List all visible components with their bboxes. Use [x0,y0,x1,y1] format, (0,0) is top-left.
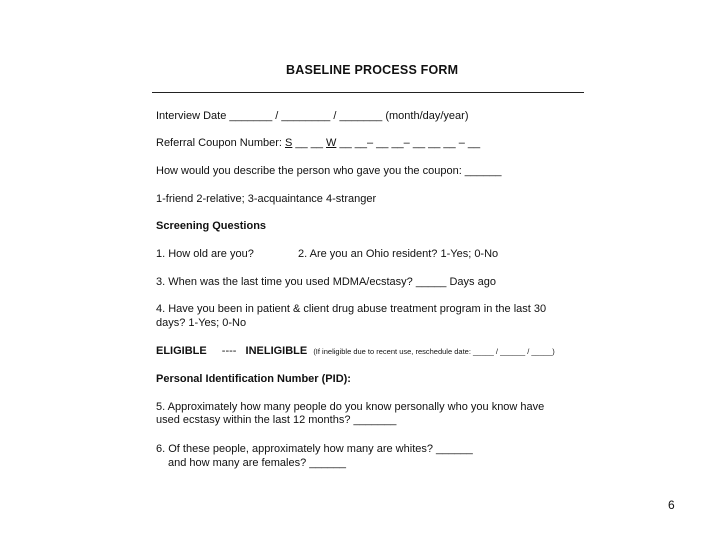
title-rule [152,92,584,93]
question-4-line-2: days? 1-Yes; 0-No [156,317,247,329]
eligibility-line [156,345,555,358]
referral-coupon-line [156,137,480,150]
page-number: 6 [668,498,675,512]
ineligible-note: (If ineligible due to recent use, reschedule date: _____ / ______ / _____) [313,347,555,356]
referral-s: S [285,137,293,149]
question-4-line-1: 4. Have you been in patient & client drug abuse treatment program in the last 30 [156,303,547,315]
form-title: BASELINE PROCESS FORM [286,63,459,77]
pid-heading: Personal Identification Number (PID): [156,373,351,385]
coupon-options: 1-friend 2-relative; 3-acquaintance 4-stranger [156,193,377,205]
screening-heading: Screening Questions [156,220,267,232]
referral-w: W [326,137,337,149]
question-1: 1. How old are you? [156,248,254,260]
referral-mid: __ __ [292,137,326,149]
eligible-separator: ---- [221,345,237,357]
question-3: 3. When was the last time you used MDMA/ecstasy? _____ Days ago [156,276,496,288]
ineligible-label: INELIGIBLE [245,345,308,357]
eligible-label: ELIGIBLE [156,345,207,357]
question-6-line-1: 6. Of these people, approximately how many are whites? ______ [156,443,473,455]
question-5-line-2: used ecstasy within the last 12 months? _______ [156,414,397,426]
question-5-line-1: 5. Approximately how many people do you know personally who you know have [156,401,545,413]
question-6-line-2: and how many are females? ______ [168,457,346,469]
interview-date-line: Interview Date _______ / ________ / _______ (month/day/year) [156,110,469,122]
referral-prefix: Referral Coupon Number: [156,137,286,149]
referral-rest: __ __– __ __– __ __ __ – __ [336,137,481,149]
coupon-question: How would you describe the person who gave you the coupon: ______ [156,165,502,177]
question-2: 2. Are you an Ohio resident? 1-Yes; 0-No [298,248,499,260]
